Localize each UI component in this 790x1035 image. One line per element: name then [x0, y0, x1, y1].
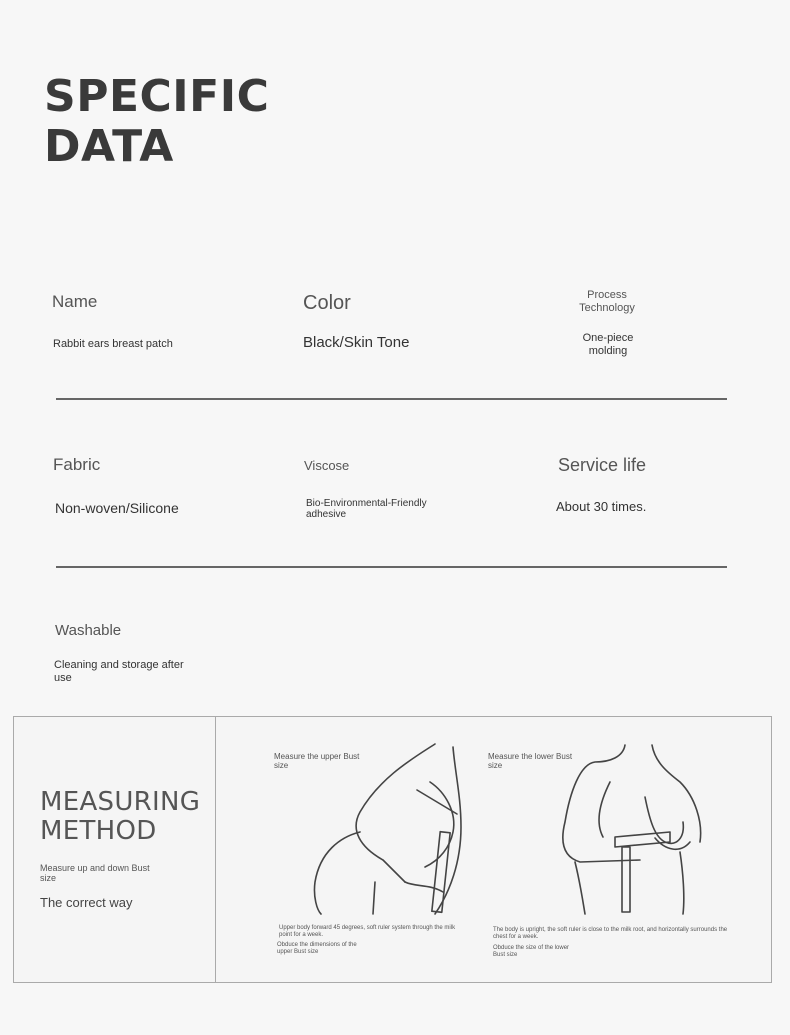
- color-label: Color: [303, 292, 351, 314]
- service-life-value: About 30 times.: [556, 499, 647, 514]
- upper-bust-heading: Measure the upper Bust size: [274, 752, 360, 770]
- name-value: Rabbit ears breast patch: [53, 338, 173, 350]
- measuring-title: [40, 788, 200, 846]
- upper-bust-caption: Obduce the dimensions of the upper Bust size: [277, 942, 357, 955]
- lower-bust-caption: Obduce the size of the lower Bust size: [493, 945, 570, 958]
- measuring-title-line1: MEASURING: [40, 787, 201, 817]
- fabric-label: Fabric: [53, 455, 101, 474]
- fabric-value: Non-woven/Silicone: [55, 500, 179, 516]
- upper-bust-note: Upper body forward 45 degrees, soft ruler system through the milk point for a week.: [279, 925, 456, 938]
- page-title-line1: SPECIFIC: [44, 71, 270, 122]
- measuring-title-line2: METHOD: [40, 816, 157, 846]
- measuring-subtitle: Measure up and down Bust size: [40, 863, 150, 883]
- measuring-panel-divider: [215, 716, 216, 983]
- lower-bust-note: The body is upright, the soft ruler is close to the milk root, and horizontally surrounds the chest for a week.: [493, 927, 728, 940]
- viscose-value: Bio-Environmental-Friendly adhesive: [306, 498, 427, 520]
- washable-label: Washable: [55, 622, 122, 639]
- process-value: One-piece molding: [582, 332, 634, 357]
- page-title: [44, 72, 269, 172]
- name-label: Name: [52, 292, 98, 311]
- page-title-line2: DATA: [44, 121, 174, 172]
- divider-1: [56, 398, 727, 400]
- lower-bust-illustration: [555, 742, 715, 917]
- viscose-label: Viscose: [304, 458, 350, 473]
- color-value: Black/Skin Tone: [303, 334, 410, 351]
- divider-2: [56, 566, 727, 568]
- correct-way-label: The correct way: [40, 895, 133, 910]
- upper-bust-illustration: [305, 742, 475, 917]
- washable-value: Cleaning and storage after use: [54, 659, 184, 684]
- process-label: Process Technology: [579, 289, 635, 314]
- lower-bust-heading: Measure the lower Bust size: [488, 752, 573, 770]
- service-life-label: Service life: [558, 455, 647, 475]
